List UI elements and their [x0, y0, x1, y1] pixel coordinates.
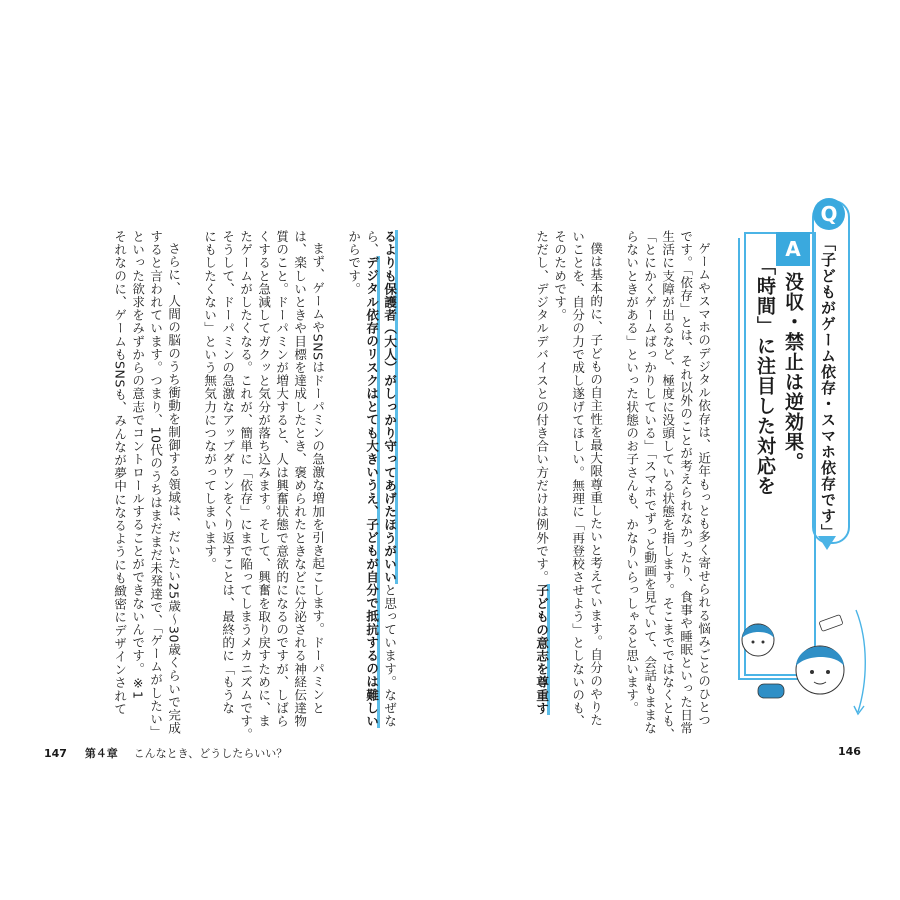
right-para1-line2: です。「依存」とは、それ以外のことが考えられなかったり、食事や睡眠といった日常: [678, 230, 694, 735]
left-para3-line1: さらに、人間の脳のうち衝動を制御する領域は、だいたい25歳〜30歳くらいで完成: [166, 242, 182, 735]
answer-line-1: 没収・禁止は逆効果。: [782, 272, 804, 472]
left-para2-line3: 質のこと。ドーパミンが増大すると、人は興奮状態で意欲的になるのですが、しばら: [274, 230, 290, 728]
highlight-respect-will: 子どもの意志を尊重す: [534, 583, 550, 715]
highlight-digital-risk: デジタル依存のリスクはとても大きいうえ、子どもが自分で抵抗するのは難しい: [364, 256, 380, 728]
phone-icon: [819, 615, 843, 632]
left-line1: [381, 230, 399, 728]
left-page-number: 147: [44, 747, 67, 760]
left-para2-line4: くすると急減してガクッと気分が落ち込みます。そして、興奮を取り戻すために、ま: [256, 230, 272, 728]
left-para2-line6: そうして、ドーパミンの急激なアップダウンをくり返すことは、最終的に「もうな: [220, 230, 236, 715]
speech-tail-icon: [818, 536, 836, 550]
right-para2-line3: そのためです。: [552, 230, 568, 322]
left-footer: [44, 745, 287, 761]
question-text: 「子どもがゲーム依存・スマホ依存です」: [819, 236, 837, 540]
right-para3-text: ただし、デジタルデバイスとの付き合い方だけは例外です。: [534, 230, 550, 584]
left-para2-line1: まず、ゲームやSNSはドーパミンの急激な増加を引き起こします。ドーパミンと: [310, 242, 326, 715]
left-para2-line2: は、楽しいときや目標を達成したとき、褒められたときなどに分泌される神経伝達物: [292, 230, 308, 728]
answer-badge: A: [776, 232, 810, 266]
left-para2-line7: にもしたくない」という無気力につながってしまいます。: [202, 230, 218, 571]
right-para1-line1: ゲームやスマホのデジタル依存は、近年もっとも多く寄せられる悩みごとのひとつ: [696, 242, 712, 727]
chapter-title: こんなとき、どうしたらいい？: [133, 747, 288, 760]
left-line2-pre: ら、: [364, 230, 380, 257]
child-face-icon: [742, 624, 774, 656]
answer-line-2: 「時間」に注目した対応を: [754, 256, 776, 496]
right-para1-line4: 「とにかくゲームばっかりしている」「スマホでずっと動画を見ていて、会話もままな: [642, 230, 658, 735]
right-para1-line3: 生活に支障が出るなど、極度に没頭している状態を指します。そこまでではなくとも、: [660, 230, 676, 741]
left-para3-line3: といった欲求をみずからの意志でコントロールすることができないんです。※1: [130, 230, 146, 700]
left-line3: からです。: [346, 230, 362, 296]
highlight-parents-protect: るよりも保護者（大人）がしっかり守ってあげたほうがいい: [382, 230, 398, 584]
left-line2: [363, 230, 381, 728]
left-line1-post: と思っています。なぜな: [382, 583, 398, 728]
game-controller-icon: [758, 684, 784, 698]
right-para2-line2: いことを、自分の力で成し遂げてほしい。無理に「再登校させよう」としないのも、: [570, 230, 586, 728]
left-para3-line2: すると言われています。つまり、10代のうちはまだまだ未発達で、「ゲームがしたい」: [148, 230, 164, 739]
right-para3-line1: [533, 230, 551, 715]
question-badge: Q: [813, 198, 845, 230]
left-para2-line5: たゲームがしたくなる。これが、簡単に「依存」にまで陥ってしまうメカニズムです。: [238, 230, 254, 741]
chapter-label: 第４章: [84, 747, 118, 760]
left-para3-line4: それなのに、ゲームもSNSも、みんなが夢中になるようにも緻密にデザインされて: [112, 230, 128, 716]
child-face-icon-2: [796, 646, 844, 694]
right-page-number: 146: [838, 745, 861, 758]
right-para1-line5: らないときがある」といった状態のお子さんも、かなりいらっしゃると思います。: [624, 230, 640, 715]
children-illustration: [728, 600, 878, 720]
right-para2-line1: 僕は基本的に、子どもの自主性を最大限尊重したいと考えています。自分のやりた: [588, 242, 604, 727]
